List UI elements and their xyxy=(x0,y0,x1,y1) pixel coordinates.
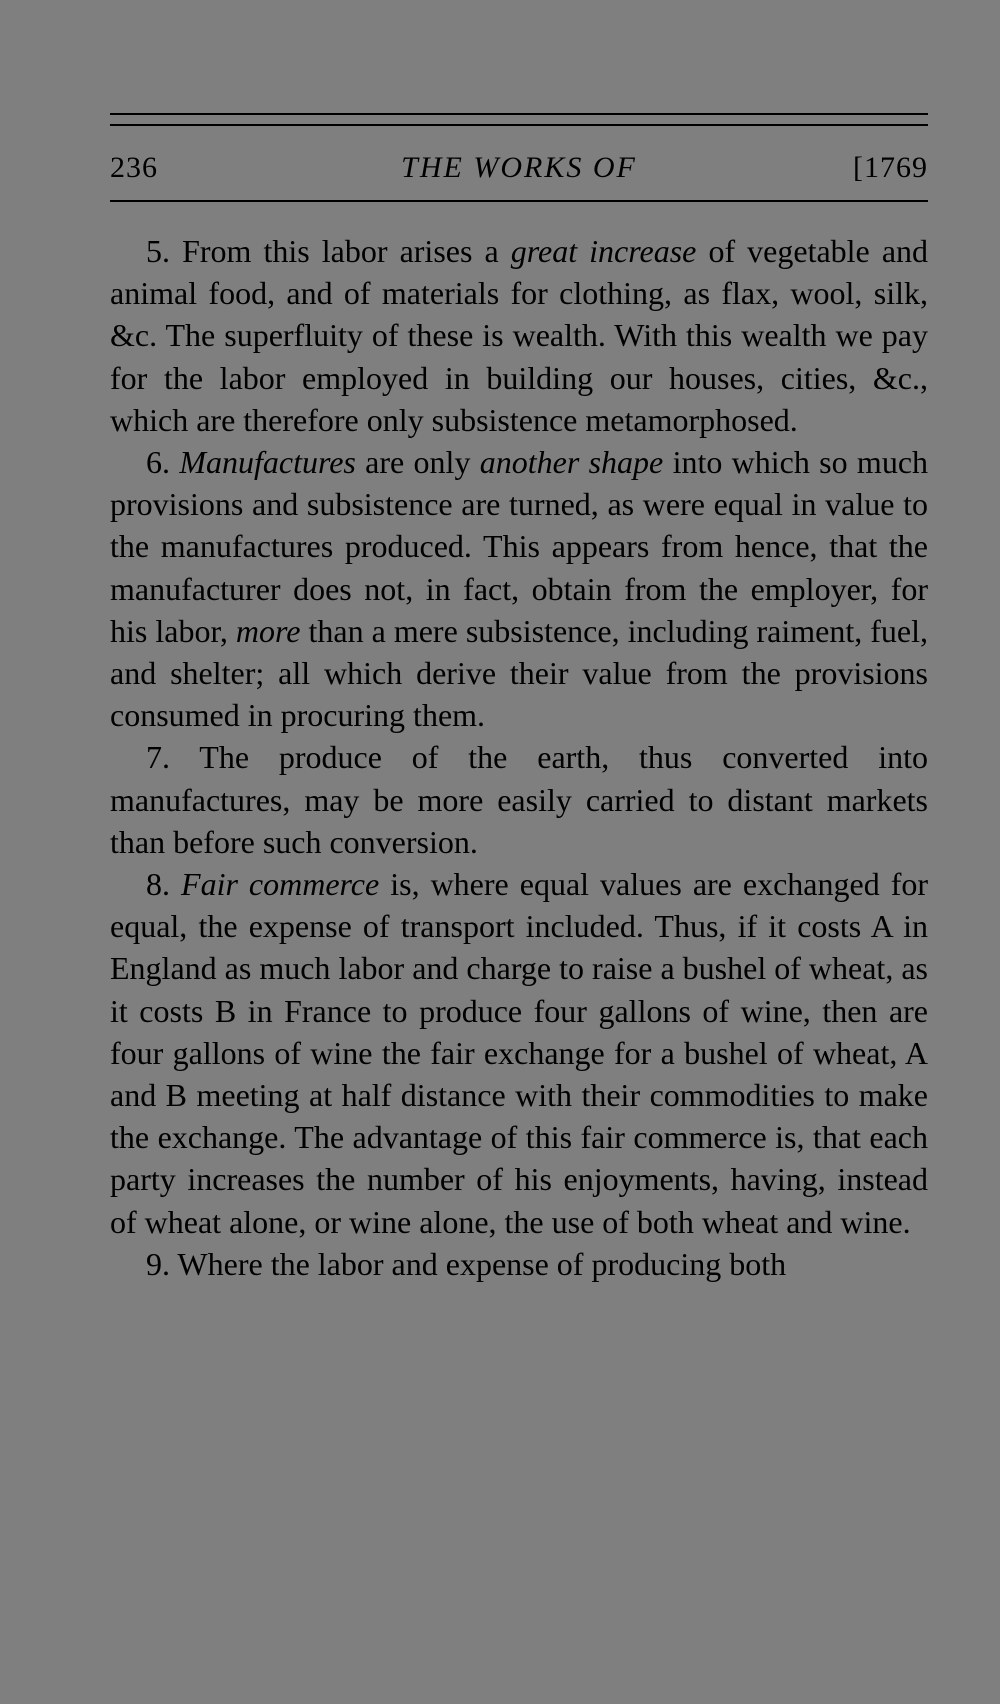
paragraph-text: From this labor arises a xyxy=(182,233,511,269)
paragraph-9 xyxy=(110,1243,928,1285)
emphasis: another shape xyxy=(479,444,664,481)
running-year: [1769 xyxy=(853,151,928,184)
emphasis: more xyxy=(235,612,301,649)
running-head xyxy=(110,148,928,188)
paragraph-text: into which so much provisions and subsistence are turned, as were equal in value to the manufactures produced. This appears from hence, that the manufacturer does not, in fact, obtain from the employer, for his labor, xyxy=(110,444,929,649)
paragraph-text: Where the labor and expense of producing both xyxy=(177,1245,787,1282)
paragraph-number: 5. xyxy=(146,233,170,269)
book-page xyxy=(110,0,928,1704)
paragraph-6 xyxy=(110,441,928,736)
paragraph-text: The produce of the earth, thus converted into manufactures, may be more easily carried to distant markets than before such conversion. xyxy=(110,739,929,860)
paragraph-number: 7. xyxy=(146,739,170,776)
paragraph-8 xyxy=(110,863,928,1243)
running-title: THE WORKS OF xyxy=(401,151,637,184)
body-text xyxy=(110,230,928,1285)
paragraph-number: 6. xyxy=(146,444,170,481)
paragraph-text: of vegetable and animal food, and of materials for clothing, as flax, wool, silk, &c. The superfluity of these is wealth. With this wealth we pay for the labor employed in building our houses, cities, &c., which are therefore only subsistence metamorphosed. xyxy=(110,233,929,438)
paragraph-text: are only xyxy=(355,444,480,481)
emphasis: Fair commerce xyxy=(181,866,380,903)
emphasis: Manufactures xyxy=(179,444,356,481)
page-number: 236 xyxy=(110,151,158,184)
header-rule-top xyxy=(110,113,928,115)
paragraph-7 xyxy=(110,736,928,863)
paragraph-5 xyxy=(110,230,928,441)
paragraph-number: 9. xyxy=(146,1245,170,1282)
paragraph-text: is, where equal values are exchanged for equal, the expense of transport included. Thus, if it costs A in England as much labor and charge to raise a bushel of wheat, as it costs B in France to produce four gallons of wine, then are four gallons of wine the fair exchange for a bushel of wheat, A and B meeting at half distance with their commodities to make the exchange. The advantage of this fair commerce is, that each party increases the number of his enjoyments, having, instead of wheat alone, or wine alone, the use of both wheat and wine. xyxy=(110,866,929,1240)
header-rule-bottom xyxy=(110,200,928,202)
paragraph-text: than a mere subsistence, including raiment, fuel, and shelter; all which derive their value from the provisions consumed in procuring them. xyxy=(110,612,929,734)
paragraph-number: 8. xyxy=(146,866,170,903)
emphasis: great increase xyxy=(510,233,697,269)
header-rule-second xyxy=(110,124,928,126)
